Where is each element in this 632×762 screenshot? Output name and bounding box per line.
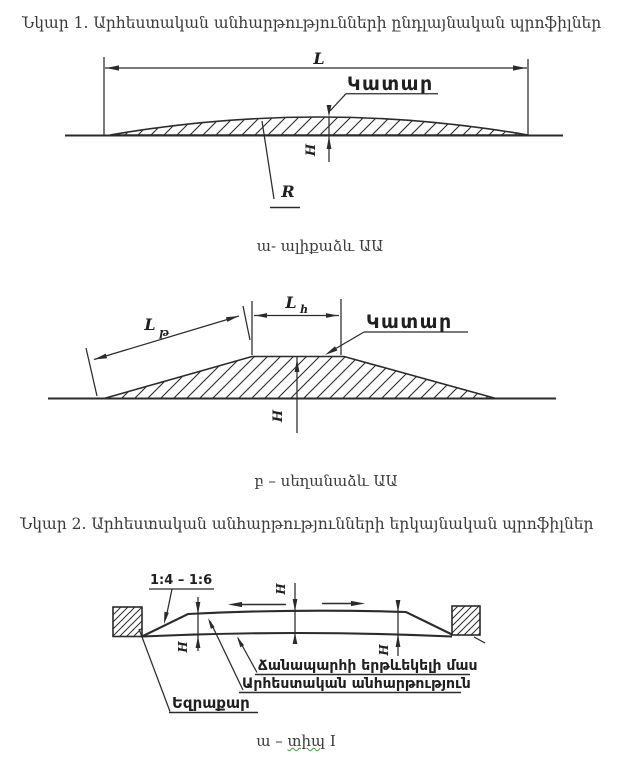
slope-ratio-label: 1:4 – 1:6 <box>150 573 213 588</box>
height-H-label: H <box>377 644 391 656</box>
height-H-label: H <box>176 641 190 653</box>
slope-length-subscript: թ <box>159 326 170 339</box>
slope-length-label: L <box>144 315 156 334</box>
caption-type1-suffix: I <box>325 732 336 750</box>
caption-trapezoid-profile: բ – սեղանաձև ԱԱ <box>254 472 398 490</box>
radius-R-label: R <box>281 182 295 201</box>
caption-type1 <box>0 732 612 750</box>
carriageway-callout <box>237 637 478 675</box>
dimension-H-center <box>274 583 297 644</box>
dimension-H-left <box>176 597 200 654</box>
top-length-subscript: հ <box>300 303 309 316</box>
top-length-label: L <box>285 293 297 312</box>
trapezoid-profile-diagram <box>0 285 632 445</box>
longitudinal-profile-diagram <box>0 558 632 725</box>
carriageway-label: Ճանապարհի երթևեկելի մաս <box>258 658 478 674</box>
trapezoid-bump-body <box>104 357 496 399</box>
carriageway-surface-line <box>142 633 452 637</box>
crest-callout <box>325 311 468 355</box>
height-H-label: H <box>271 409 286 423</box>
caption-type1-prefix: ա – <box>256 732 288 750</box>
curb-label: Եզրաքար <box>172 694 250 712</box>
height-H-label: H <box>274 583 288 595</box>
crest-label: Կատար <box>347 73 434 95</box>
caption-type1-misspelled-word: տիպ <box>287 732 326 750</box>
length-L-label: L <box>313 49 325 68</box>
figure1-title: Նկար 1. Արհեստական անհարթությունների ընդլայնական պրոֆիլներ <box>22 14 602 32</box>
wave-profile-diagram <box>0 48 632 220</box>
artificial-bump-label: Արհեստական անհարթություն <box>242 676 471 692</box>
figure2-title: Նկար 2. Արհեստական անհարթությունների երկայնական պրոֆիլներ <box>20 515 594 533</box>
dimension-L-top <box>252 293 341 355</box>
crest-callout <box>327 73 438 117</box>
crest-label: Կատար <box>366 311 453 333</box>
height-H-label: H <box>304 143 319 157</box>
dimension-H-right <box>377 600 400 657</box>
wave-bump-body <box>110 117 528 135</box>
left-curb-block <box>113 607 142 637</box>
caption-wave-profile: ա- ալիքաձև ԱԱ <box>256 237 384 255</box>
right-curb-block <box>452 606 485 643</box>
